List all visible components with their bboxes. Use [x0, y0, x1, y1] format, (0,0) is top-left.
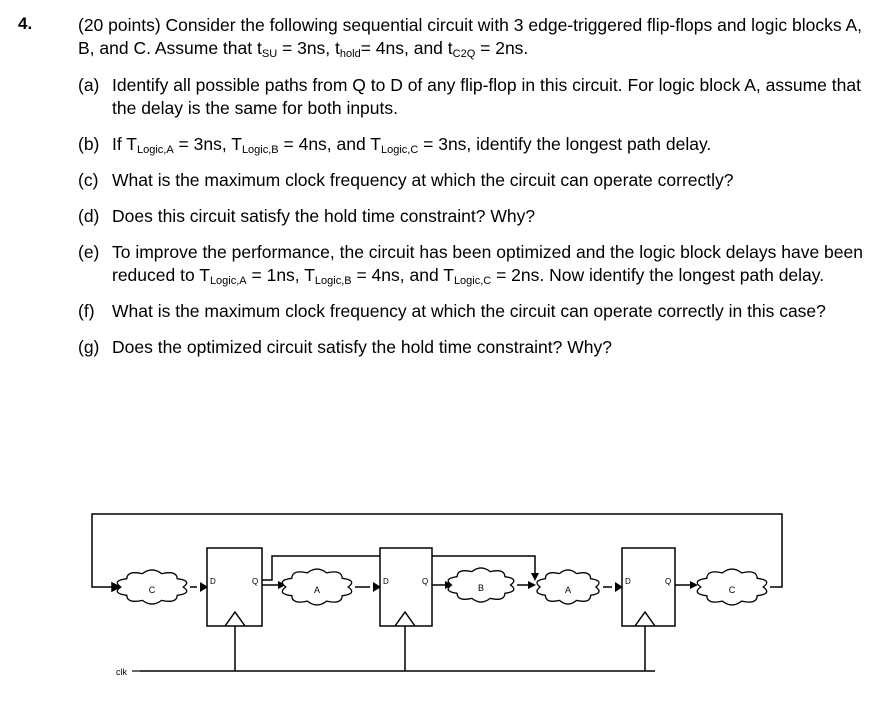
flip-flop-1	[207, 548, 262, 626]
logic-block-label: A	[564, 585, 572, 595]
feedback-wire	[92, 514, 782, 587]
logic-block-label: B	[477, 583, 485, 593]
logic-block-label: A	[313, 585, 321, 595]
intro-text-3: = 4ns, and t	[360, 38, 453, 58]
intro-sub-c2q: C2Q	[452, 48, 476, 60]
sequential-circuit-diagram	[0, 490, 890, 700]
intro-text-2: = 3ns, t	[277, 38, 340, 58]
question-part	[78, 169, 868, 192]
part-label: (e)	[78, 242, 100, 262]
part-label: (a)	[78, 75, 100, 95]
flip-flop-3	[622, 548, 675, 626]
intro-text-4: = 2ns.	[475, 38, 529, 58]
b-out-arrow	[528, 581, 536, 589]
part-text: = 2ns. Now identify the longest path delay.	[491, 265, 825, 285]
part-subscript: Logic,B	[241, 144, 279, 156]
question-parts	[78, 74, 868, 359]
ff1-d-pin: D	[210, 577, 216, 586]
question-number: 4.	[18, 14, 33, 33]
ff3-q-pin: Q	[665, 577, 672, 586]
part-text: What is the maximum clock frequency at which the circuit can operate correctly?	[112, 170, 734, 190]
part-text: If T	[112, 134, 137, 154]
part-text: To improve the performance, the circuit has been optimized and the logic block delays have been reduced to T	[112, 242, 863, 285]
question-intro	[78, 14, 868, 60]
ff2-d-pin: D	[383, 577, 389, 586]
part-text: = 4ns, and T	[278, 134, 381, 154]
logic-block-label: C	[728, 585, 736, 595]
ff3-d-pin: D	[625, 577, 631, 586]
question-part	[78, 205, 868, 228]
part-label: (c)	[78, 170, 99, 190]
part-label: (f)	[78, 301, 95, 321]
part-label: (d)	[78, 206, 100, 226]
intro-text-1: (20 points) Consider the following sequential circuit with 3 edge-triggered flip-flops and logic blocks A, B, and C. Assume that t	[78, 15, 863, 58]
part-text: Does this circuit satisfy the hold time constraint? Why?	[112, 206, 536, 226]
part-text: = 4ns, and T	[351, 265, 454, 285]
part-subscript: Logic,B	[314, 275, 352, 287]
part-text: = 1ns, T	[246, 265, 315, 285]
question-part	[78, 300, 868, 323]
part-text: = 3ns, T	[173, 134, 242, 154]
ff2-q-pin: Q	[422, 577, 429, 586]
question-part	[78, 74, 868, 120]
part-subscript: Logic,A	[136, 144, 174, 156]
part-subscript: Logic,A	[209, 275, 247, 287]
part-label: (g)	[78, 337, 100, 357]
part-subscript: Logic,C	[453, 275, 492, 287]
logic-block-label: C	[148, 585, 156, 595]
intro-sub-hold: hold	[339, 48, 361, 60]
part-text: What is the maximum clock frequency at which the circuit can operate correctly in this case?	[112, 301, 826, 321]
question-part	[78, 133, 868, 156]
part-text: = 3ns, identify the longest path delay.	[418, 134, 712, 154]
part-text: Identify all possible paths from Q to D of any flip-flop in this circuit. For logic block A, assume that the delay is the same for both inputs.	[112, 75, 861, 118]
question-part	[78, 241, 868, 287]
a2-top-arrow	[531, 573, 539, 581]
question-part	[78, 336, 868, 359]
clock-label: clk	[116, 667, 127, 677]
ff1-q-pin: Q	[252, 577, 259, 586]
part-text: Does the optimized circuit satisfy the hold time constraint? Why?	[112, 337, 612, 357]
part-subscript: Logic,C	[380, 144, 419, 156]
part-label: (b)	[78, 134, 100, 154]
intro-sub-su: SU	[261, 48, 278, 60]
